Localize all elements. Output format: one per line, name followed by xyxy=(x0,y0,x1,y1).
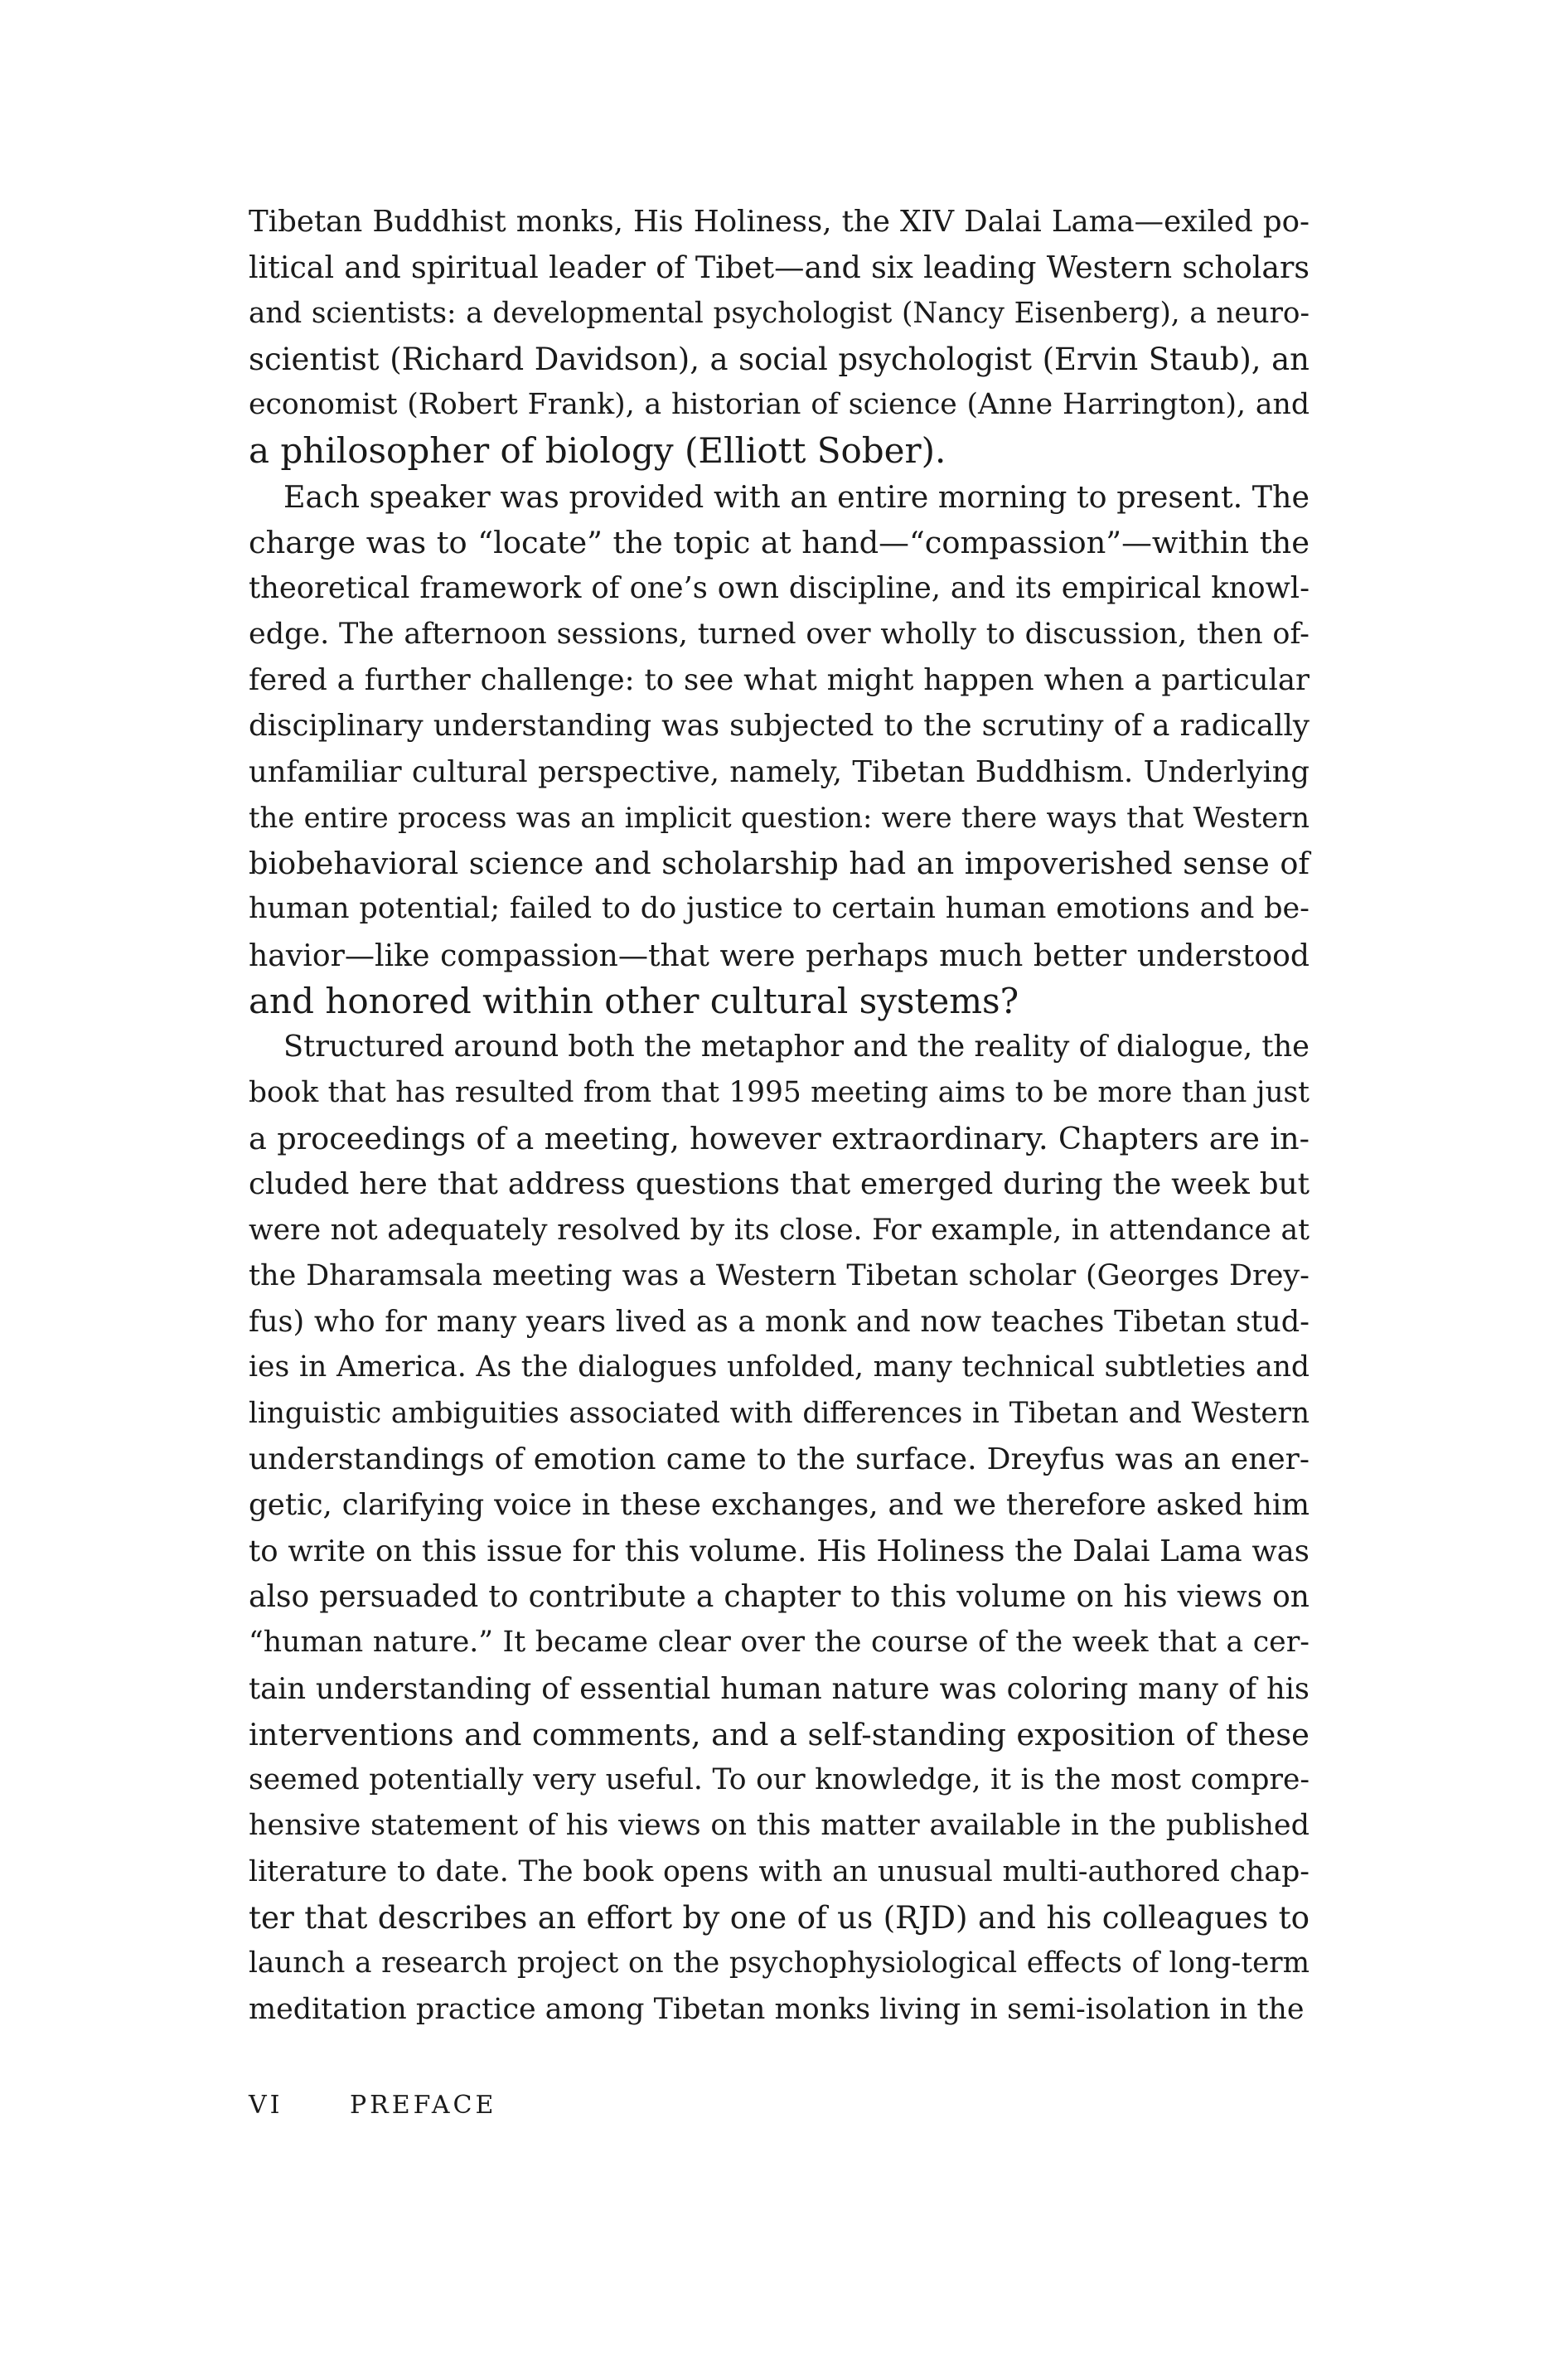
text-line: economist (Robert Frank), a historian of science (Anne Harrington), and xyxy=(249,388,1310,422)
text-line: ies in America. As the dialogues unfolded, many technical subtleties and xyxy=(249,1350,1310,1384)
text-line: to write on this issue for this volume. His Holiness the Dalai Lama was xyxy=(249,1534,1310,1568)
text-line: cluded here that address questions that emerged during the week but xyxy=(249,1167,1310,1202)
text-line: human potential; failed to do justice to certain human emotions and be- xyxy=(249,892,1310,926)
paragraph xyxy=(249,474,1310,1025)
text-line: biobehavioral science and scholarship had an impoverished sense of xyxy=(249,846,1310,882)
text-line: edge. The afternoon sessions, turned over wholly to discussion, then of- xyxy=(249,617,1310,651)
text-line: tain understanding of essential human nature was coloring many of his xyxy=(249,1671,1310,1706)
text-line: a philosopher of biology (Elliott Sober). xyxy=(249,430,946,472)
text-line: literature to date. The book opens with an unusual multi-authored chap- xyxy=(249,1854,1310,1888)
text-line: linguistic ambiguities associated with differences in Tibetan and Western xyxy=(249,1396,1310,1430)
text-line: scientist (Richard Davidson), a social psychologist (Ervin Staub), an xyxy=(249,341,1310,377)
body-text xyxy=(249,199,1310,2033)
text-line: launch a research project on the psychophysiological effects of long-term xyxy=(249,1946,1310,1980)
text-line: Structured around both the metaphor and the reality of dialogue, the xyxy=(283,1030,1310,1064)
text-line: Tibetan Buddhist monks, His Holiness, the XIV Dalai Lama—exiled po- xyxy=(249,205,1310,239)
text-line: were not adequately resolved by its close. For example, in attendance at xyxy=(249,1213,1310,1247)
text-line: and honored within other cultural systems? xyxy=(249,981,1019,1022)
paragraph xyxy=(249,1024,1310,2033)
text-line: also persuaded to contribute a chapter to this volume on his views on xyxy=(249,1579,1310,1614)
paragraph xyxy=(249,199,1310,474)
text-line: interventions and comments, and a self-standing exposition of these xyxy=(249,1716,1310,1752)
running-footer xyxy=(249,2091,496,2120)
text-line: havior—like compassion—that were perhaps much better understood xyxy=(249,937,1310,973)
page-number: VI xyxy=(249,2091,283,2120)
text-line: the entire process was an implicit question: were there ways that Western xyxy=(249,801,1310,834)
text-line: disciplinary understanding was subjected to the scrutiny of a radically xyxy=(249,709,1310,744)
text-line: seemed potentially very useful. To our knowledge, it is the most compre- xyxy=(249,1763,1310,1797)
text-line: “human nature.” It became clear over the course of the week that a cer- xyxy=(249,1626,1310,1660)
section-title: PREFACE xyxy=(350,2091,497,2120)
text-line: fus) who for many years lived as a monk and now teaches Tibetan stud- xyxy=(249,1305,1310,1340)
text-line: understandings of emotion came to the surface. Dreyfus was an ener- xyxy=(249,1442,1310,1477)
text-line: Each speaker was provided with an entire morning to present. The xyxy=(283,478,1310,515)
text-line: fered a further challenge: to see what might happen when a particular xyxy=(249,662,1310,697)
text-line: and scientists: a developmental psychologist (Nancy Eisenberg), a neuro- xyxy=(249,296,1310,330)
text-line: book that has resulted from that 1995 meeting aims to be more than just xyxy=(249,1075,1310,1109)
text-line: ter that describes an effort by one of us (RJD) and his colleagues to xyxy=(249,1898,1310,1936)
text-line: litical and spiritual leader of Tibet—and six leading Western scholars xyxy=(249,250,1310,286)
text-line: getic, clarifying voice in these exchanges, and we therefore asked him xyxy=(249,1488,1310,1523)
text-line: hensive statement of his views on this matter available in the published xyxy=(249,1809,1310,1843)
text-line: meditation practice among Tibetan monks living in semi-isolation in the xyxy=(249,1992,1305,2026)
text-line: charge was to “locate” the topic at hand—“compassion”—within the xyxy=(249,525,1310,561)
text-line: theoretical framework of one’s own discipline, and its empirical knowl- xyxy=(249,571,1310,606)
text-line: the Dharamsala meeting was a Western Tibetan scholar (Georges Drey- xyxy=(249,1258,1310,1292)
text-line: a proceedings of a meeting, however extraordinary. Chapters are in- xyxy=(249,1120,1310,1156)
text-line: unfamiliar cultural perspective, namely, Tibetan Buddhism. Underlying xyxy=(249,754,1310,789)
